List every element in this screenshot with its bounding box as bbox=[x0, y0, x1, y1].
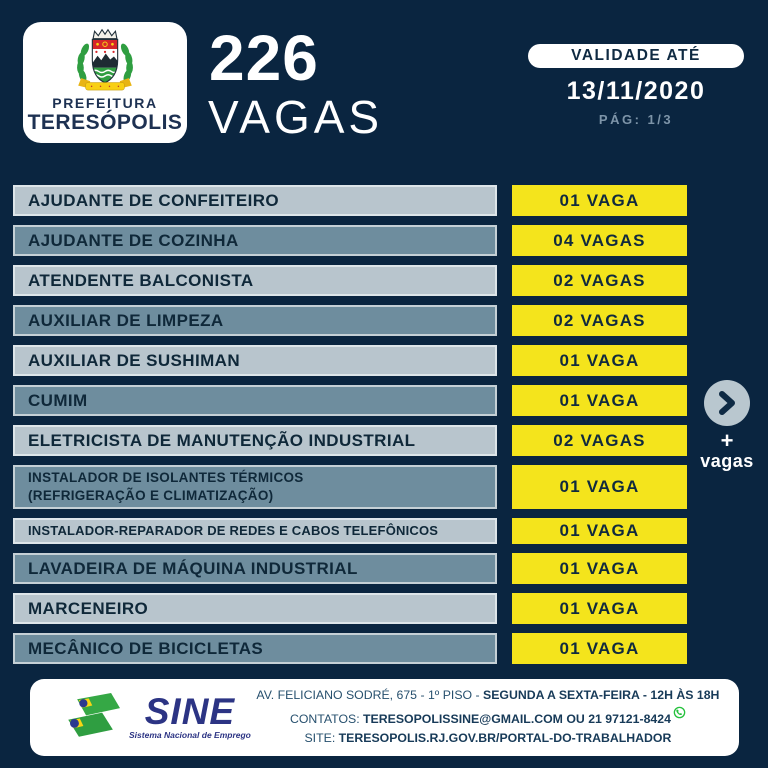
vacancy-badge: 01 VAGA bbox=[512, 518, 687, 544]
job-title: MECÂNICO DE BICICLETAS bbox=[28, 638, 264, 658]
whatsapp-icon bbox=[673, 706, 686, 719]
job-title-bar bbox=[13, 265, 497, 296]
job-title: AJUDANTE DE COZINHA bbox=[28, 230, 239, 250]
vacancy-count: 226 bbox=[209, 22, 319, 94]
job-title: LAVADEIRA DE MÁQUINA INDUSTRIAL bbox=[28, 558, 358, 578]
vacancy-badge: 01 VAGA bbox=[512, 633, 687, 664]
job-row bbox=[13, 518, 687, 544]
job-title: ATENDENTE BALCONISTA bbox=[28, 270, 254, 290]
validity-block bbox=[528, 44, 744, 127]
job-title: INSTALADOR DE ISOLANTES TÉRMICOS bbox=[28, 470, 304, 486]
footer-site-line: SITE: TERESOPOLIS.RJ.GOV.BR/PORTAL-DO-TRABALHADOR bbox=[304, 731, 672, 746]
job-row bbox=[13, 225, 687, 256]
job-title: AUXILIAR DE SUSHIMAN bbox=[28, 350, 241, 370]
job-title-bar bbox=[13, 225, 497, 256]
prefeitura-logo-card bbox=[23, 22, 187, 143]
vacancy-badge: 02 VAGAS bbox=[512, 425, 687, 456]
plus-sign: + bbox=[720, 428, 734, 453]
job-title-bar bbox=[13, 518, 497, 544]
validity-label-pill: VALIDADE ATÉ bbox=[528, 44, 744, 68]
vacancy-badge: 04 VAGAS bbox=[512, 225, 687, 256]
job-row bbox=[13, 345, 687, 376]
validity-date: 13/11/2020 bbox=[566, 77, 706, 105]
sine-flag-s-icon bbox=[66, 693, 124, 743]
vacancy-badge: 02 VAGAS bbox=[512, 265, 687, 296]
job-list bbox=[13, 185, 687, 673]
footer-address-line: AV. FELICIANO SODRÉ, 675 - 1º PISO - SEGUNDA A SEXTA-FEIRA - 12H ÀS 18H bbox=[256, 687, 720, 702]
job-title: AUXILIAR DE LIMPEZA bbox=[28, 310, 224, 330]
vacancy-badge: 01 VAGA bbox=[512, 345, 687, 376]
vacancy-count-label: VAGAS bbox=[208, 91, 384, 143]
job-row bbox=[13, 553, 687, 584]
footer-card bbox=[30, 679, 739, 756]
more-vagas-label: vagas bbox=[700, 451, 754, 471]
vacancy-badge: 01 VAGA bbox=[512, 553, 687, 584]
job-title-line2: (REFRIGERAÇÃO E CLIMATIZAÇÃO) bbox=[28, 488, 274, 503]
chevron-right-icon bbox=[717, 391, 737, 415]
vacancy-badge: 01 VAGA bbox=[512, 385, 687, 416]
job-row bbox=[13, 305, 687, 336]
job-row bbox=[13, 265, 687, 296]
job-title-bar bbox=[13, 553, 497, 584]
prefeitura-label: PREFEITURA bbox=[52, 95, 158, 111]
job-row bbox=[13, 185, 687, 216]
job-title: AJUDANTE DE CONFEITEIRO bbox=[28, 190, 279, 210]
job-title-bar bbox=[13, 385, 497, 416]
teresopolis-coat-of-arms-icon bbox=[67, 26, 143, 96]
job-title: INSTALADOR-REPARADOR DE REDES E CABOS TELEFÔNICOS bbox=[28, 523, 439, 539]
job-title-bar bbox=[13, 425, 497, 456]
job-row bbox=[13, 425, 687, 456]
vacancy-badge: 01 VAGA bbox=[512, 593, 687, 624]
job-row bbox=[13, 465, 687, 509]
vacancy-badge: 02 VAGAS bbox=[512, 305, 687, 336]
more-vagas-button[interactable] bbox=[693, 380, 761, 471]
teresopolis-label: TERESÓPOLIS bbox=[27, 111, 183, 135]
job-title-bar bbox=[13, 305, 497, 336]
job-title-bar bbox=[13, 633, 497, 664]
footer-contact-line: CONTATOS: TERESOPOLISSINE@GMAIL.COM OU 21 97121-8424 bbox=[251, 706, 725, 730]
vacancy-badge: 01 VAGA bbox=[512, 465, 687, 509]
sine-logo bbox=[66, 690, 251, 743]
job-title-bar bbox=[13, 593, 497, 624]
job-title: ELETRICISTA DE MANUTENÇÃO INDUSTRIAL bbox=[28, 430, 416, 450]
next-page-circle[interactable] bbox=[704, 380, 750, 426]
sine-tagline: Sistema Nacional de Emprego bbox=[129, 730, 251, 741]
job-title-bar bbox=[13, 345, 497, 376]
vacancy-badge: 01 VAGA bbox=[512, 185, 687, 216]
job-title-bar bbox=[13, 185, 497, 216]
job-row bbox=[13, 385, 687, 416]
sine-wordmark: SINE bbox=[144, 690, 236, 732]
page-indicator: PÁG: 1/3 bbox=[598, 112, 674, 127]
job-row bbox=[13, 593, 687, 624]
job-row bbox=[13, 633, 687, 664]
footer-info bbox=[251, 686, 725, 750]
job-title: MARCENEIRO bbox=[28, 598, 149, 618]
job-title-bar bbox=[13, 465, 497, 509]
job-title: CUMIM bbox=[28, 390, 88, 410]
